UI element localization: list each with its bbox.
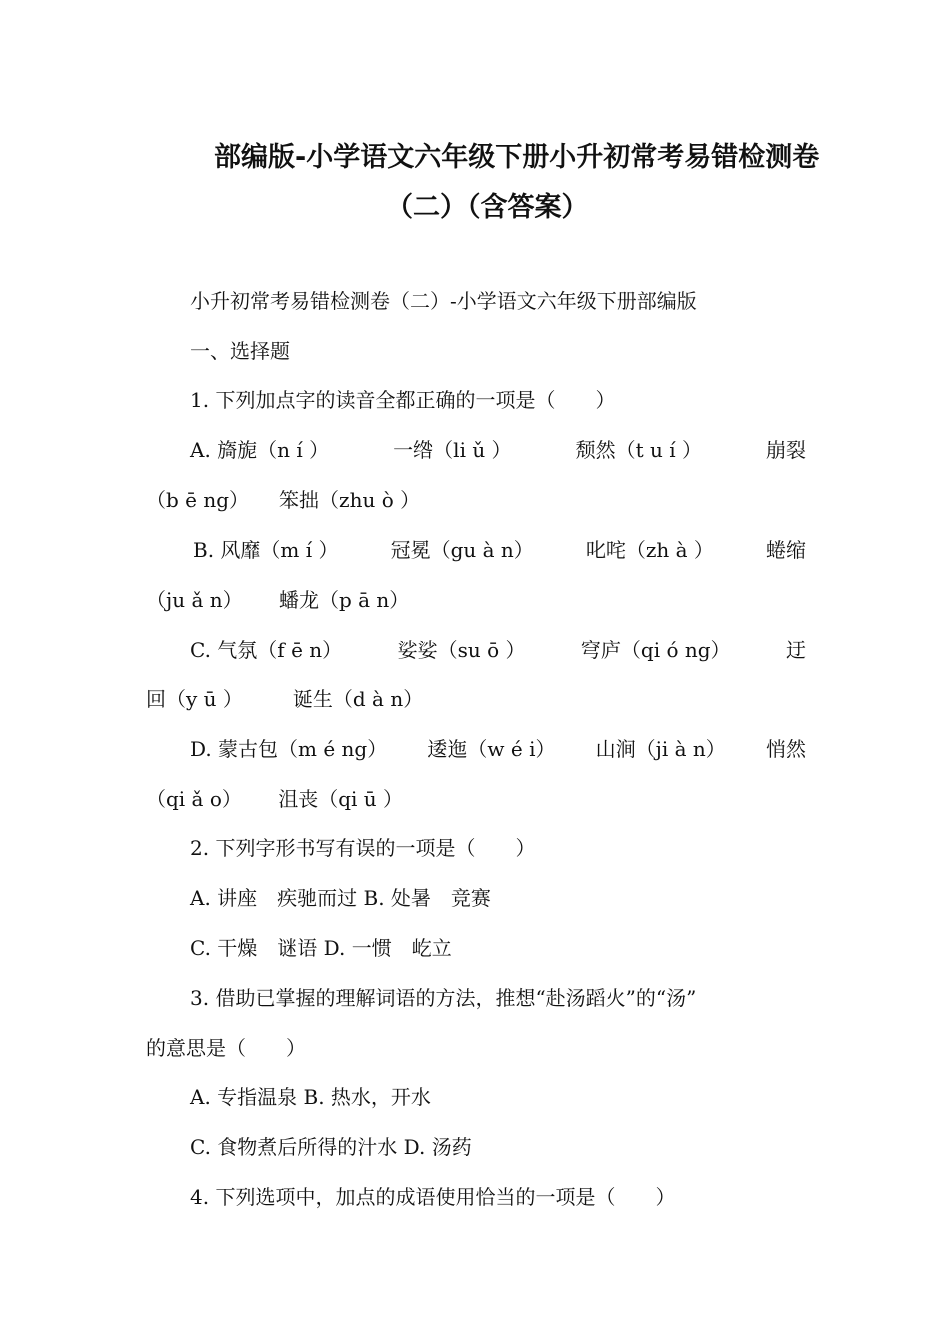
document-title-line-2: （二）（含答案）: [386, 192, 589, 223]
question-1-option-c-line-2: 回（y ū ） 诞生（d à n）: [146, 687, 424, 711]
option-c-word-4: 迂: [786, 638, 806, 662]
question-1-option-d-line-1: [190, 737, 806, 761]
question-1-option-b-line-2: （ju ǎ n） 蟠龙（p ā n）: [146, 588, 410, 612]
option-d-word-4: 悄然: [765, 737, 806, 761]
question-2-stem: 2. 下列字形书写有误的一项是（ ）: [190, 836, 536, 860]
question-2-options-c-d: C. 干燥 谜语 D. 一惯 屹立: [190, 936, 452, 960]
option-c-word-3: 穹庐（qi ó ng）: [580, 638, 731, 662]
question-3-stem-line-2: 的意思是（ ）: [146, 1036, 306, 1060]
option-a-word-3: 颓然（t u í ）: [575, 438, 702, 462]
section-heading-choice: 一、选择题: [190, 339, 290, 363]
question-4-stem: 4. 下列选项中，加点的成语使用恰当的一项是（ ）: [190, 1185, 676, 1209]
option-b-word-4: 蜷缩: [766, 538, 806, 562]
question-1-option-a-line-1: [190, 438, 806, 462]
option-a-word-1: A. 旖旎（n í ）: [190, 438, 330, 462]
option-d-word-1: D. 蒙古包（m é ng）: [190, 737, 388, 761]
question-2-options-a-b: A. 讲座 疾驰而过 B. 处暑 竞赛: [190, 886, 491, 910]
question-1-stem: 1. 下列加点字的读音全都正确的一项是（ ）: [190, 388, 616, 412]
option-a-word-2: 一绺（li ǔ ）: [393, 438, 512, 462]
document-title-line-1: 部编版-小学语文六年级下册小升初常考易错检测卷: [214, 142, 820, 173]
option-b-word-2: 冠冕（gu à n）: [390, 538, 534, 562]
option-a-word-4: 崩裂: [765, 438, 806, 462]
question-1-option-a-line-2: （b ē ng） 笨拙（zhu ò ）: [146, 488, 421, 512]
document-subtitle: 小升初常考易错检测卷（二）-小学语文六年级下册部编版: [190, 289, 697, 313]
option-c-word-2: 娑娑（su ō ）: [397, 638, 526, 662]
question-1-option-d-line-2: （qi ǎ o） 沮丧（qi ū ）: [146, 787, 404, 811]
option-d-word-2: 逶迤（w é i）: [427, 737, 556, 761]
question-3-options-a-b: A. 专指温泉 B. 热水，开水: [190, 1085, 431, 1109]
option-c-word-1: C. 气氛（f ē n）: [190, 638, 343, 662]
option-b-word-1: B. 风靡（m í ）: [193, 538, 339, 562]
question-3-stem-line-1: 3. 借助已掌握的理解词语的方法，推想“赴汤蹈火”的“汤”: [190, 986, 697, 1010]
question-1-option-c-line-1: [190, 638, 806, 662]
option-b-word-3: 叱咤（zh à ）: [585, 538, 714, 562]
question-1-option-b-line-1: [193, 538, 806, 562]
question-3-options-c-d: C. 食物煮后所得的汁水 D. 汤药: [190, 1135, 472, 1159]
option-d-word-3: 山涧（ji à n）: [595, 737, 726, 761]
